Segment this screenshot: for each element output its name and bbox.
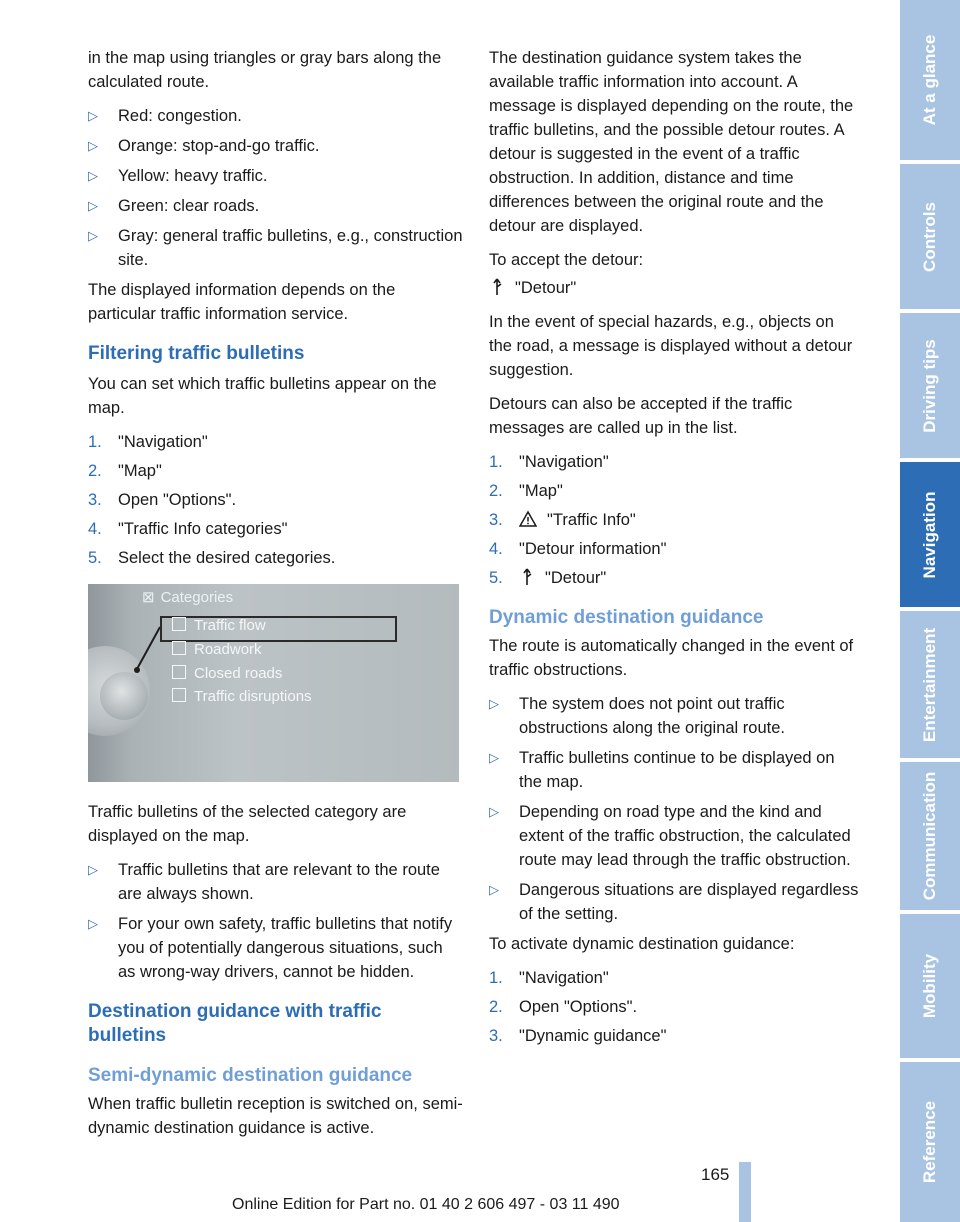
tab-mobility[interactable]: Mobility — [900, 914, 960, 1058]
figure-title: ⊠ Categories — [142, 589, 234, 606]
tab-at-a-glance[interactable]: At a glance — [900, 0, 960, 160]
hazard-text: In the event of special hazards, e.g., objects on the road, a message is displayed without a detour suggestion. — [489, 313, 853, 379]
displayed-info-text: The displayed information depends on the particular traffic information service. — [88, 281, 396, 323]
page-marker — [739, 1162, 751, 1222]
checkbox-icon — [172, 617, 186, 631]
dynamic-text: The route is automatically changed in the event of traffic obstructions. — [489, 637, 854, 679]
list-text: Detours can also be accepted if the traffic messages are called up in the list. — [489, 395, 793, 437]
filter-steps — [88, 430, 464, 570]
checkbox-icon — [172, 688, 186, 702]
bullet-triangle-icon: ▷ — [88, 228, 98, 243]
list-item: 4. "Traffic Info categories" — [88, 520, 288, 538]
list-item: ▷ Depending on road type and the kind and extent of the traffic obstruction, the calculated route may lead through the traffic obstruction. — [489, 800, 861, 872]
page-number: 165 — [701, 1165, 730, 1184]
leader-line-icon — [88, 584, 459, 782]
list-item: ▷ For your own safety, traffic bulletins that notify you of potentially dangerous situations, such as wrong-way drivers, cannot be hidden. — [88, 912, 464, 984]
bullet-triangle-icon: ▷ — [489, 882, 499, 897]
list-item: ▷ Orange: stop-and-go traffic. — [88, 134, 464, 158]
bullet-triangle-icon: ▷ — [88, 198, 98, 213]
bullet-triangle-icon: ▷ — [88, 168, 98, 183]
list-item: ▷ The system does not point out traffic obstructions along the original route. — [489, 692, 861, 740]
tab-driving-tips[interactable]: Driving tips — [900, 313, 960, 458]
note-list — [88, 858, 464, 984]
list-item: 1. "Navigation" — [88, 433, 208, 451]
warning-triangle-icon — [519, 510, 537, 528]
list-item: 3. "Dynamic guidance" — [489, 1027, 667, 1045]
detour-command: "Detour" — [489, 276, 861, 300]
list-item: ▷ Traffic bulletins that are relevant to the route are always shown. — [88, 858, 464, 906]
tab-controls[interactable]: Controls — [900, 164, 960, 309]
footer-text: Online Edition for Part no. 01 40 2 606 497 - 03 11 490 — [232, 1196, 620, 1213]
category-item: Closed roads — [172, 665, 282, 682]
bullet-triangle-icon: ▷ — [88, 862, 98, 877]
after-figure-text: Traffic bulletins of the selected category are displayed on the map. — [88, 803, 407, 845]
bullet-triangle-icon: ▷ — [489, 696, 499, 711]
semi-dynamic-text: When traffic bulletin reception is switched on, semi-dynamic destination guidance is active. — [88, 1095, 463, 1137]
list-item: 3. Open "Options". — [88, 491, 237, 509]
color-legend-list — [88, 104, 464, 272]
detour-arrow-icon — [519, 568, 535, 586]
list-item: ▷ Green: clear roads. — [88, 194, 464, 218]
right-column — [489, 46, 861, 1062]
list-item: 4. "Detour information" — [489, 540, 667, 558]
tab-reference[interactable]: Reference — [900, 1062, 960, 1222]
bullet-triangle-icon: ▷ — [489, 750, 499, 765]
list-item: 2. Open "Options". — [489, 998, 638, 1016]
list-item: 1. "Navigation" — [489, 453, 609, 471]
categories-screen-figure — [88, 584, 459, 782]
list-item: ▷ Gray: general traffic bulletins, e.g., construction site. — [88, 224, 464, 272]
category-item: Roadwork — [172, 641, 262, 658]
filter-text: You can set which traffic bulletins appear on the map. — [88, 375, 437, 417]
bullet-triangle-icon: ▷ — [88, 138, 98, 153]
activate-label: To activate dynamic destination guidance: — [489, 935, 795, 953]
checklist-icon: ⊠ — [142, 589, 155, 606]
filter-heading: Filtering traffic bulletins — [88, 343, 305, 364]
list-item: ▷ Traffic bulletins continue to be displayed on the map. — [489, 746, 861, 794]
category-item: Traffic disruptions — [172, 688, 312, 705]
tab-entertainment[interactable]: Entertainment — [900, 611, 960, 758]
tab-navigation[interactable]: Navigation — [900, 462, 960, 607]
bullet-triangle-icon: ▷ — [88, 916, 98, 931]
detour-arrow-icon — [489, 278, 505, 296]
list-item: 3. "Traffic Info" — [489, 511, 636, 529]
dynamic-heading: Dynamic destination guidance — [489, 607, 764, 628]
list-item: 2. "Map" — [489, 482, 563, 500]
accept-label: To accept the detour: — [489, 251, 644, 269]
category-item: Traffic flow — [172, 617, 266, 634]
bullet-triangle-icon: ▷ — [88, 108, 98, 123]
system-text: The destination guidance system takes the available traffic information into account. A message is displayed depending on the route, the traffic bulletins, and the possible detour routes. A detour is suggested in the event of a traffic obstruction. In addition, distance and time differences between the original route and the detour are displayed. — [489, 49, 854, 235]
detour-steps — [489, 450, 861, 590]
checkbox-icon — [172, 665, 186, 679]
list-item: 5. Select the desired categories. — [88, 549, 336, 567]
list-item: 2. "Map" — [88, 462, 162, 480]
chapter-tabs — [900, 0, 960, 1222]
checkbox-icon — [172, 641, 186, 655]
dest-guidance-heading: Destination guidance with traffic bulletins — [88, 1001, 382, 1046]
list-item: ▷ Red: congestion. — [88, 104, 464, 128]
left-column — [88, 46, 464, 1150]
bullet-triangle-icon: ▷ — [489, 804, 499, 819]
tab-communication[interactable]: Communication — [900, 762, 960, 910]
activate-steps — [489, 966, 861, 1048]
semi-dynamic-heading: Semi-dynamic destination guidance — [88, 1065, 413, 1086]
list-item: ▷ Dangerous situations are displayed regardless of the setting. — [489, 878, 861, 926]
list-item: ▷ Yellow: heavy traffic. — [88, 164, 464, 188]
dynamic-list — [489, 692, 861, 926]
list-item: 5. "Detour" — [489, 569, 607, 587]
list-item: 1. "Navigation" — [489, 969, 609, 987]
intro-text: in the map using triangles or gray bars along the calculated route. — [88, 49, 442, 91]
